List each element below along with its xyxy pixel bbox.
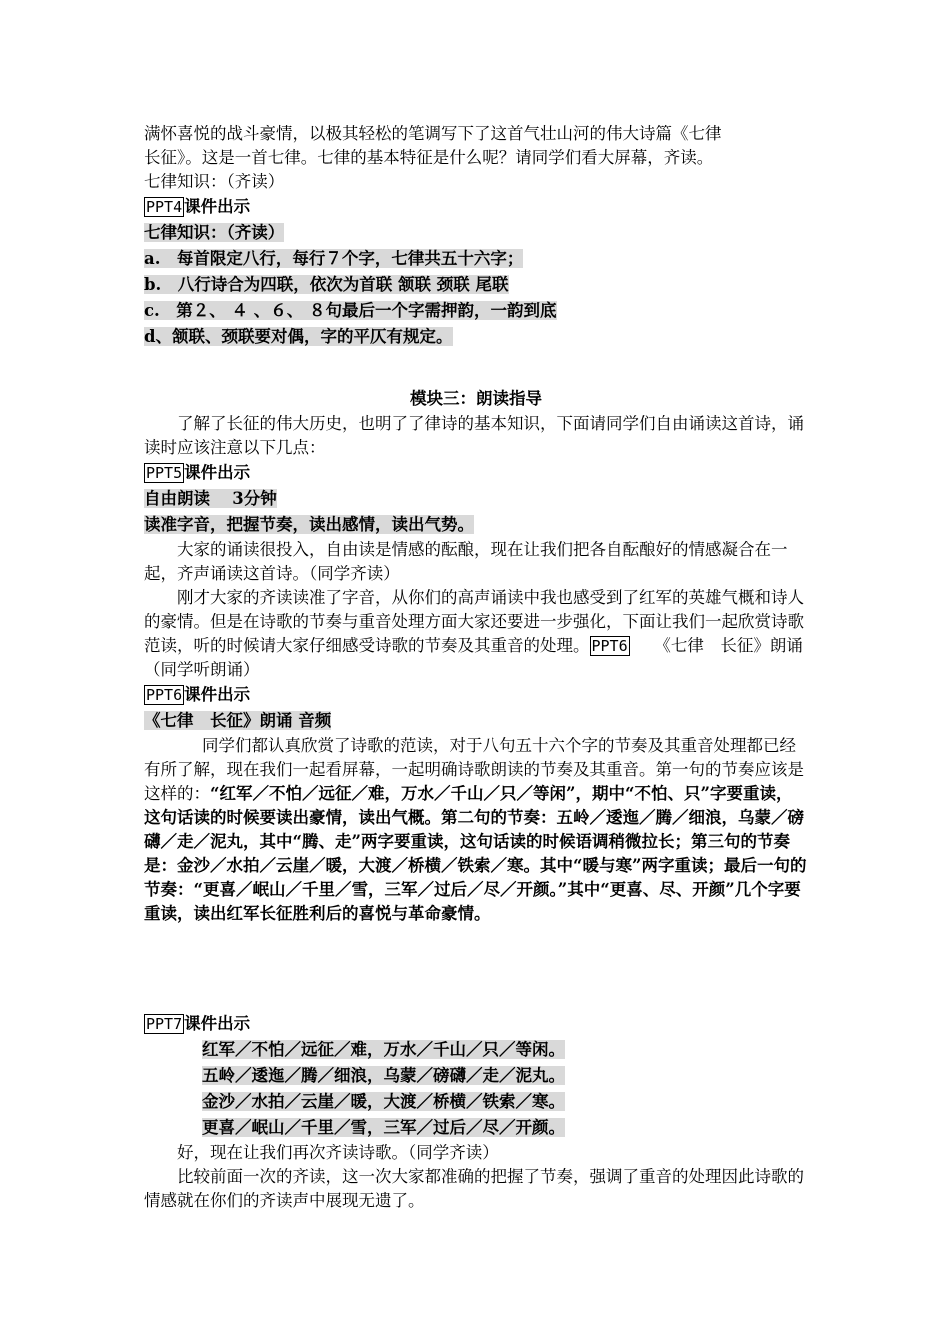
ppt4-caption: 课件出示 [184,197,251,216]
ppt6-line: 《七律 长征》朗诵 音频 [144,711,332,730]
poem-line-2: 五岭／逶迤／腾／细浪，乌蒙／磅礴／走／泥丸。 [202,1066,565,1085]
intro-line-3: 七律知识：（齐读） [144,172,285,191]
ppt4-item-d: d、颔联、颈联要对偶，字的平仄有规定。 [144,327,453,346]
ppt4-label [144,194,808,220]
ending-paragraph-1: 好，现在让我们再次齐读诗歌。（同学齐读） [177,1143,499,1162]
ppt6-tag: PPT6 [146,686,183,704]
ppt5-line-2: 读准字音，把握节奏，读出感情，读出气势。 [144,515,474,534]
ppt5-tag: PPT5 [146,464,183,482]
paragraph-model-reading [144,586,808,682]
ppt4-item-b: b. 八行诗合为四联，依次为首联 颔联 颈联 尾联 [144,275,509,294]
poem-line-1: 红军／不怕／远征／难，万水／千山／只／等闲。 [202,1040,565,1059]
ending-paragraph-2: 比较前面一次的齐读，这一次大家都准确的把握了节奏，强调了重音的处理因此诗歌的情感就在你们的齐读声中展现无遗了。 [144,1167,804,1210]
module-3-paragraph: 了解了长征的伟大历史，也明了了律诗的基本知识，下面请同学们自由诵读这首诗，诵读时应该注意以下几点： [144,414,804,457]
ppt7-caption: 课件出示 [184,1014,251,1033]
ppt4-heading: 七律知识：（齐读） [144,223,285,242]
paragraph-rhythm-normal: 同学们都认真欣赏了诗歌的范读，对于八句五十六个字的节奏及其重音处理都已经有所了解，现在我们一起看屏幕，一起明确诗歌朗读的节奏及其重音。第一句的节奏应该是这样的： [144,736,804,803]
poem-line-3: 金沙／水拍／云崖／暖，大渡／桥横／铁索／寒。 [202,1092,565,1111]
ppt6-inline-tag: PPT6 [591,637,628,655]
intro-line-1: 满怀喜悦的战斗豪情，以极其轻松的笔调写下了这首气壮山河的伟大诗篇《七律 [144,124,722,143]
module-3-title: 模块三：朗读指导 [410,389,542,408]
document-page [144,122,808,1213]
poem-line-4: 更喜／岷山／千里／雪，三军／过后／尽／开颜。 [202,1118,565,1137]
paragraph-collective-reading: 大家的诵读很投入，自由读是情感的酝酿，现在让我们把各自酝酿好的情感凝合在一起，齐声诵读这首诗。（同学齐读） [144,540,788,583]
paragraph-rhythm [144,734,808,926]
ppt4-item-c: c. 第２、 ４ 、６、 ８句最后一个字需押韵，一韵到底 [144,301,557,320]
ppt5-caption: 课件出示 [184,463,251,482]
blank-gap [144,926,808,1011]
ppt6-label [144,682,808,708]
paragraph-model-reading-text: 刚才大家的齐读读准了字音，从你们的高声诵读中我也感受到了红军的英雄气概和诗人的豪情。但是在诗歌的节奏与重音处理方面大家还要进一步强化，下面让我们一起欣赏诗歌范读，听的时候请大家仔细感受诗歌的节奏及其重音的处理。 [144,588,804,655]
ppt4-item-a: a. 每首限定八行，每行７个字，七律共五十六字； [144,249,524,268]
ppt4-tag: PPT4 [146,198,183,216]
ppt6-caption: 课件出示 [184,685,251,704]
intro-line-2: 长征》。这是一首七律。七律的基本特征是什么呢？请同学们看大屏幕，齐读。 [144,148,714,167]
paragraph-rhythm-bold: “红军／不怕／远征／难，万水／千山／只／等闲”，期中“不怕、只”字要重读，这句话读的时候要读出豪情，读出气概。第二句的节奏：五岭／逶迤／腾／细浪，乌蒙／磅礴／走／泥丸，其中“腾、走”两字要重读，这句话读的时候语调稍微拉长；第三句的节奏是：金沙／水拍／云崖／暖，大渡／桥横／铁索／寒。其中“暖与寒”两字重读；最后一句的节奏：“更喜／岷山／千里／雪，三军／过后／尽／开颜。”其中“更喜、尽、开颜”几个字要重读，读出红军长征胜利后的喜悦与革命豪情。 [144,784,807,923]
paragraph-model-reading-tail: 《七律 长征》朗诵（同学听朗诵） [144,636,803,679]
ppt5-line-1: 自由朗读 3分钟 [144,489,277,508]
ppt7-label [144,1011,808,1037]
ppt7-tag: PPT7 [146,1015,183,1033]
ppt5-label [144,460,808,486]
